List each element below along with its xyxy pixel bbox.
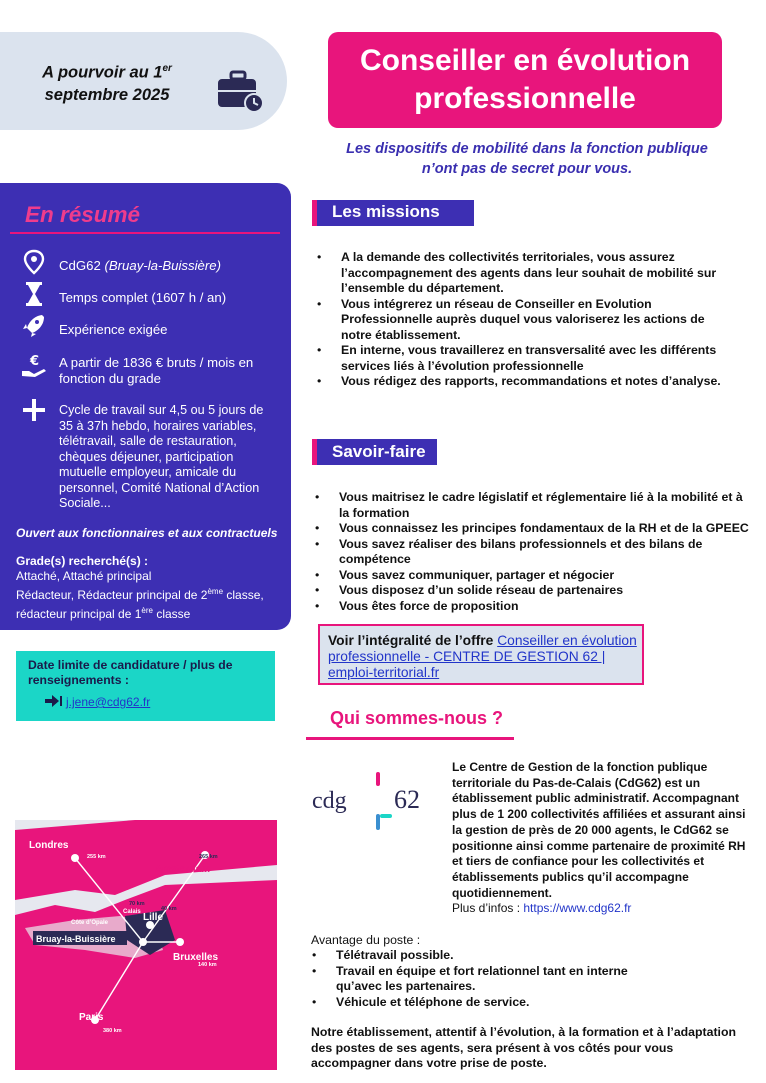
summary-working-time: Temps complet (1607 h / an) — [59, 290, 227, 305]
arrow-right-icon — [44, 694, 62, 708]
who-description: Le Centre de Gestion de la fonction publique territoriale du Pas-de-Calais (CdG62) est un établissement public administratif. Accompagnant plus de 1 200 collectivités affiliées et assurant ainsi la gestion de près de 20 000 agents, le CdG62 se positionne ainsi comme partenaire de proximité RH et tiers de confiance pour les collectivités et établissements publics qu’il accompagne quotidiennement. Plus d’infos : https://www.cdg62.fr — [452, 760, 746, 916]
briefcase-clock-icon — [215, 70, 265, 114]
rocket-icon — [20, 313, 48, 339]
map-city-bruxelles: Bruxelles — [173, 952, 219, 963]
map-dot-londres — [71, 854, 79, 862]
map-distance-calais: 70 km — [129, 901, 145, 907]
tagline: Les dispositifs de mobilité dans la fonction publique n’ont pas de secret pour vous. — [346, 141, 708, 177]
list-item: • Vous êtes force de proposition — [311, 599, 751, 615]
list-item: • Vous maitrisez le cadre législatif et réglementaire lié à la mobilité et à la formation — [311, 490, 751, 521]
summary-heading: En résumé — [25, 202, 141, 227]
map-city-amsterdam: Amsterdam — [155, 864, 211, 875]
contact-email-link[interactable]: j.jene@cdg62.fr — [66, 695, 151, 709]
job-title: Conseiller en évolution professionnelle — [359, 44, 691, 115]
svg-text:€: € — [30, 354, 40, 369]
missions-heading: Les missions — [332, 202, 440, 221]
website-link[interactable]: https://www.cdg62.fr — [523, 901, 632, 916]
summary-salary: A partir de 1836 € bruts / mois en fonction du grade — [59, 355, 254, 386]
missions-list — [313, 250, 733, 390]
list-item: • Véhicule et téléphone de service. — [308, 995, 638, 1011]
list-item: • En interne, vous travaillerez en transversalité avec les différents services liés à l’évolution professionnelle — [313, 343, 733, 374]
summary-grades: Attaché, Attaché principal Rédacteur, Rédacteur principal de 2ème classe, rédacteur principal de 1ère classe — [16, 569, 264, 621]
logo-text: cdg — [312, 788, 347, 814]
summary-location: CdG62 (Bruay-la-Buissière) — [59, 258, 221, 273]
map-dot-bruxelles — [176, 938, 184, 946]
availability-text: A pourvoir au 1er septembre 2025 — [42, 63, 172, 104]
map-city-calais: Calais — [123, 909, 141, 915]
map-city-bruay: Bruay-la-Buissière — [36, 934, 116, 944]
closing-statement: Notre établissement, attentif à l’évolution, à la formation et à l’adaptation des postes de ses agents, sera présent à vos côtés pour vous accompagner dans votre prise de poste. — [311, 1025, 736, 1070]
deadline-label: Date limite de candidature / plus de renseignements : — [28, 658, 233, 687]
map-distance-lille: 40 km — [161, 906, 177, 912]
plus-icon — [20, 397, 48, 423]
summary-open-to: Ouvert aux fonctionnaires et aux contractuels — [16, 526, 278, 540]
location-map — [15, 820, 277, 1070]
map-distance-amsterdam: 265 km — [199, 854, 218, 860]
map-city-londres: Londres — [29, 840, 69, 851]
location-pin-icon — [20, 249, 48, 275]
euro-hand-icon — [20, 352, 48, 378]
map-city-cote-opale: Côte d’Opale — [71, 920, 109, 926]
who-heading: Qui sommes-nous ? — [330, 708, 504, 728]
map-city-paris: Paris — [79, 1012, 104, 1023]
list-item: • Vous savez communiquer, partager et négocier — [311, 568, 751, 584]
advantages-title: Avantage du poste : — [311, 933, 421, 947]
summary-underline — [10, 232, 280, 234]
list-item: • Vous rédigez des rapports, recommandations et notes d’analyse. — [313, 374, 733, 390]
advantages-list — [308, 948, 638, 1010]
map-distance-paris: 380 km — [103, 1028, 122, 1034]
list-item: • Télétravail possible. — [308, 948, 638, 964]
who-underline — [306, 737, 514, 740]
cdg62-logo — [310, 770, 440, 840]
list-item: • Vous intégrerez un réseau de Conseiller en Evolution Professionnelle auprès duquel vous valoriserez les actions de notre établissement. — [313, 297, 733, 344]
summary-grades-label: Grade(s) recherché(s) : — [16, 554, 149, 568]
skills-heading: Savoir-faire — [332, 442, 426, 461]
logo-number: 62 — [394, 785, 420, 814]
list-item: • Travail en équipe et fort relationnel tant en interne qu’avec les partenaires. — [308, 964, 638, 995]
skills-list — [311, 490, 751, 614]
list-item: • Vous disposez d’un solide réseau de partenaires — [311, 583, 751, 599]
summary-benefits: Cycle de travail sur 4,5 ou 5 jours de 35 à 37h hebdo, horaires variables, télétravail, salle de restauration, chèques déjeuner, participation mutuelle employeur, amicale du personnel, Comité National d’Action Sociale... — [59, 403, 264, 510]
map-dot-bruay — [139, 938, 147, 946]
offer-text: Voir l’intégralité de l’offre Conseiller en évolution professionnelle - CENTRE DE GESTION 62 | emploi-territorial.fr — [328, 633, 637, 680]
list-item: • Vous connaissez les principes fondamentaux de la RH et de la GPEEC — [311, 521, 751, 537]
offer-link[interactable]: Conseiller en évolution professionnelle - CENTRE DE GESTION 62 | emploi-territorial.fr — [328, 633, 637, 680]
list-item: • A la demande des collectivités territoriales, vous assurez l’accompagnement des agents dans leur souhait de mobilité sur l’ensemble du département. — [313, 250, 733, 297]
map-distance-bruxelles: 140 km — [198, 962, 217, 968]
map-distance-londres: 255 km — [87, 854, 106, 860]
summary-experience: Expérience exigée — [59, 322, 168, 337]
list-item: • Vous savez réaliser des bilans professionnels et des bilans de compétence — [311, 537, 751, 568]
map-city-lille: Lille — [143, 912, 164, 923]
hourglass-icon — [20, 281, 48, 307]
